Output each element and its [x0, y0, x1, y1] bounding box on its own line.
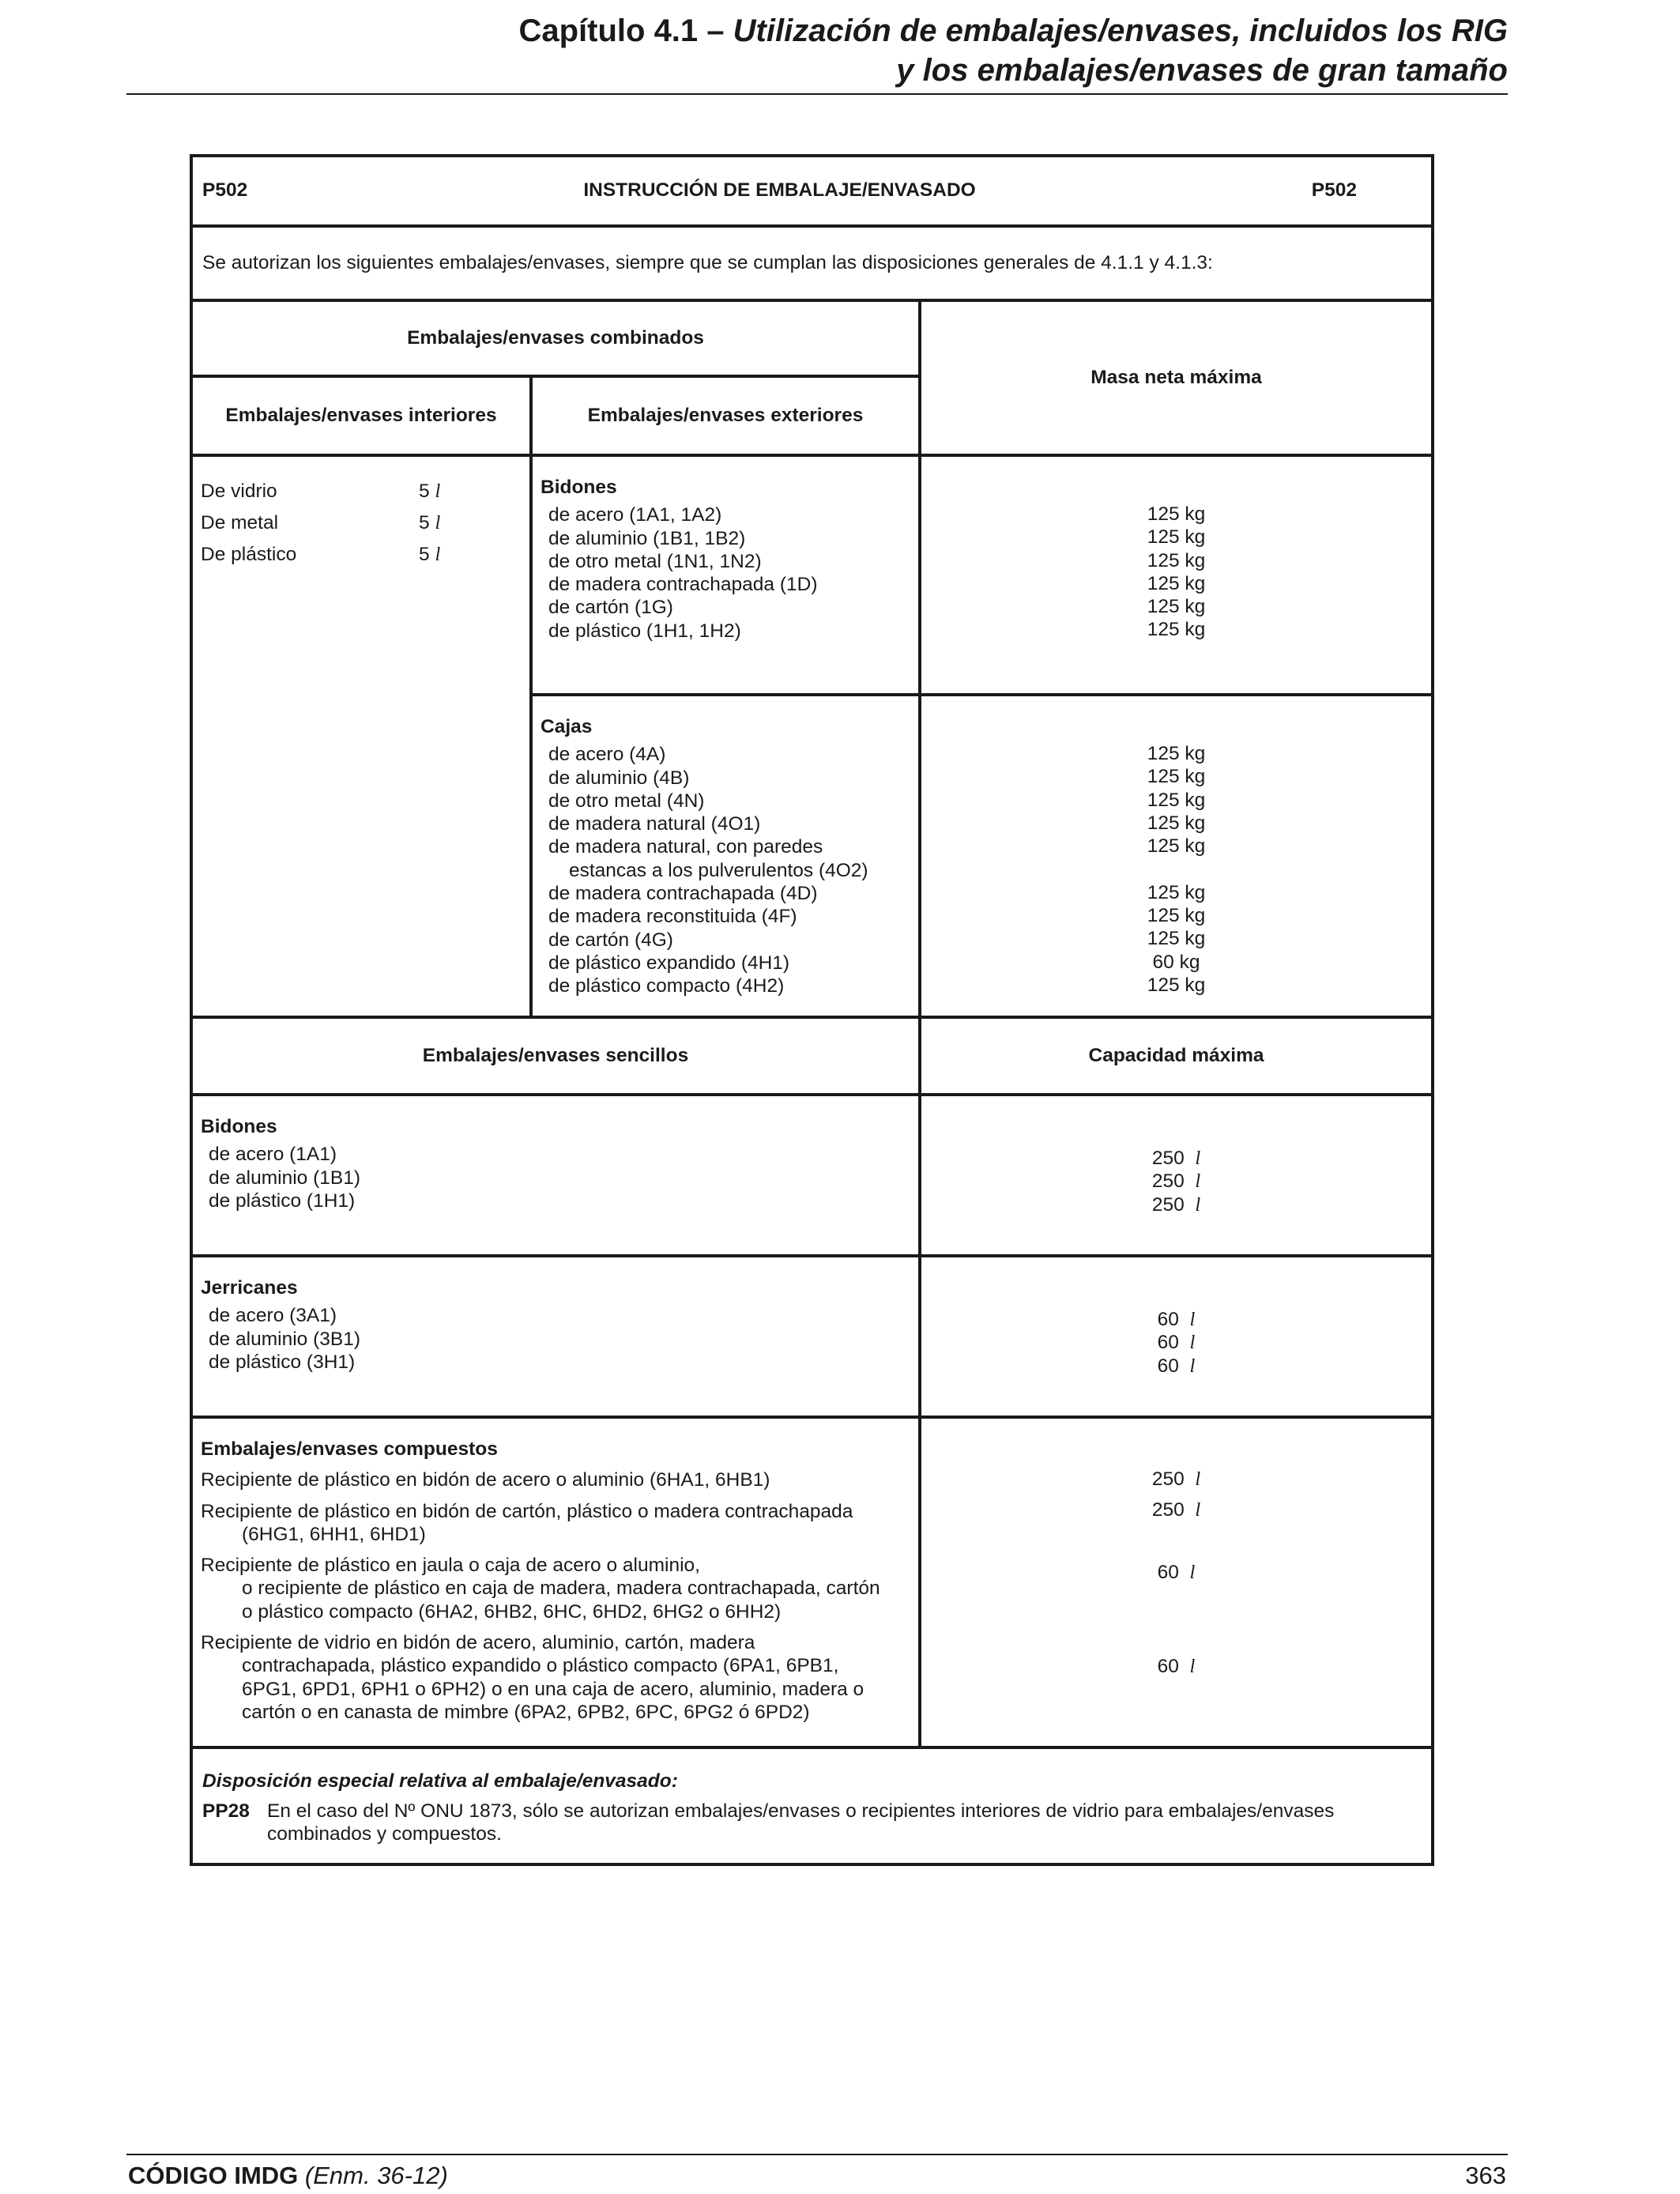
list-item: Recipiente de plástico en bidón de acero o aluminio (6HA1, 6HB1): [201, 1469, 770, 1491]
single-bidones-cell: [191, 1095, 920, 1256]
mass-value: 125 kg: [1147, 549, 1206, 571]
mass-heading: Masa neta máxima: [920, 300, 1433, 455]
mass-value: 125 kg: [1147, 596, 1206, 618]
combined-heading: Embalajes/envases combinados: [191, 300, 920, 376]
list-item: de plástico (1H1, 1H2): [548, 620, 741, 642]
single-jerricanes-capacity-cell: [920, 1256, 1433, 1417]
mass-value: 125 kg: [1147, 572, 1206, 594]
capacity-value: 60 l: [1157, 1655, 1196, 1677]
outer-bidones-cell: [531, 455, 920, 695]
list-item: de madera natural (4O1): [548, 813, 761, 835]
capacity-value: 250 l: [1151, 1148, 1201, 1169]
mass-value: 125 kg: [1147, 905, 1206, 927]
page-footer: [128, 2162, 1506, 2190]
instruction-intro: Se autorizan los siguientes embalajes/envases, siempre que se cumplan las disposiciones generales de 4.1.1 y 4.1.3:: [191, 226, 1433, 300]
single-heading: Embalajes/envases sencillos: [191, 1017, 920, 1095]
special-provision-heading: Disposición especial relativa al embalaje/envasado:: [202, 1770, 678, 1793]
inner-packagings-cell: [191, 455, 531, 1017]
mass-value: 125 kg: [1147, 928, 1206, 950]
mass-value: 125 kg: [1147, 503, 1206, 525]
list-item: de acero (1A1): [209, 1144, 337, 1166]
inner-heading: Embalajes/envases interiores: [191, 376, 531, 455]
mass-value: 125 kg: [1147, 812, 1206, 834]
list-item: de otro metal (1N1, 1N2): [548, 550, 762, 572]
list-item: Recipiente de vidrio en bidón de acero, aluminio, cartón, madera contrachapada, plástico expandido o plástico compacto (6PA1, 6PB1, 6PG1, 6PD1, 6PH1 o 6PH2) o en una caja de acero, aluminio, madera o cartón o en canasta de mimbre (6PA2, 6PB2, 6PC, 6PG2 ó 6PD2): [201, 1632, 864, 1723]
list-item: de plástico (3H1): [209, 1351, 356, 1373]
capacity-value: 250 l: [1151, 1171, 1201, 1193]
special-provision-cell: [191, 1747, 1433, 1864]
capacity-value: 60 l: [1157, 1309, 1196, 1330]
header-divider: [126, 93, 1508, 95]
list-item: de madera reconstituida (4F): [548, 906, 797, 928]
outer-group-label: Bidones: [541, 477, 617, 498]
capacity-value: 250 l: [1151, 1499, 1201, 1521]
list-item: de acero (3A1): [209, 1305, 337, 1327]
list-item: de otro metal (4N): [548, 790, 705, 812]
list-item: de aluminio (3B1): [209, 1328, 361, 1350]
packing-instruction-table: [190, 154, 1434, 1866]
outer-heading: Embalajes/envases exteriores: [531, 376, 920, 455]
list-item: de aluminio (4B): [548, 767, 690, 789]
inner-packaging-row: De vidrio 5 l: [201, 481, 441, 502]
chapter-title-part-2: y los embalajes/envases de gran tamaño: [896, 53, 1508, 88]
list-item: de madera contrachapada (1D): [548, 574, 818, 596]
list-item: Recipiente de plástico en jaula o caja de acero o aluminio, o recipiente de plástico en caja de madera, madera contrachapada, cartón o plástico compacto (6HA2, 6HB2, 6HC, 6HD2, 6HG2 o 6HH2): [201, 1555, 880, 1623]
inner-packaging-row: De metal 5 l: [201, 512, 441, 533]
mass-value: 125 kg: [1147, 789, 1206, 811]
mass-value: 125 kg: [1147, 766, 1206, 788]
bidones-mass-cell: [920, 455, 1433, 695]
mass-value: 125 kg: [1147, 835, 1206, 858]
capacity-value: 60 l: [1157, 1332, 1196, 1354]
capacity-value: 250 l: [1151, 1193, 1201, 1216]
single-jerricanes-cell: [191, 1256, 920, 1417]
single-group-label: Jerricanes: [201, 1277, 298, 1299]
cajas-mass-cell: [920, 695, 1433, 1017]
page-number: 363: [1465, 2162, 1506, 2189]
header-title-line-1: [126, 11, 1508, 51]
capacity-value: 60 l: [1157, 1561, 1196, 1583]
mass-value: 125 kg: [1147, 619, 1206, 641]
list-item: de plástico expandido (4H1): [548, 952, 790, 974]
composite-cell: [191, 1417, 920, 1747]
outer-group-label: Cajas: [541, 716, 593, 737]
single-bidones-capacity-cell: [920, 1095, 1433, 1256]
page-header: [126, 11, 1508, 90]
mass-value: [921, 858, 1431, 880]
footer-divider: [126, 2154, 1508, 2155]
footer-title: CÓDIGO IMDG (Enm. 36-12): [128, 2162, 448, 2189]
instruction-title-cell: [191, 156, 1433, 226]
special-provision-text: En el caso del Nº ONU 1873, sólo se autorizan embalajes/envases o recipientes interiores de vidrio para embalajes/envases combinados y compuestos.: [267, 1800, 1335, 1845]
capacity-value: 60 l: [1157, 1355, 1196, 1377]
capacity-heading: Capacidad máxima: [920, 1017, 1433, 1095]
list-item: de plástico (1H1): [209, 1189, 356, 1212]
special-provision-row: [202, 1800, 1422, 1846]
instruction-title: INSTRUCCIÓN DE EMBALAJE/ENVASADO: [583, 179, 976, 201]
list-item: de cartón (1G): [548, 597, 673, 619]
list-item: estancas a los pulverulentos (4O2): [569, 859, 868, 881]
mass-value: 125 kg: [1147, 881, 1206, 903]
capacity-value: 250 l: [1151, 1468, 1201, 1490]
list-item: de aluminio (1B1, 1B2): [548, 527, 746, 549]
mass-value: 125 kg: [1147, 743, 1206, 764]
instruction-code-left: P502: [202, 179, 248, 201]
chapter-title-part-1: Utilización de embalajes/envases, incluidos los RIG: [733, 13, 1508, 48]
mass-value: 125 kg: [1147, 974, 1206, 996]
instruction-code-right: P502: [1311, 179, 1358, 201]
chapter-label: Capítulo 4.1 –: [518, 13, 725, 48]
single-group-label: Bidones: [201, 1116, 277, 1137]
list-item: de cartón (4G): [548, 929, 673, 951]
list-item: de madera contrachapada (4D): [548, 883, 818, 905]
outer-cajas-cell: [531, 695, 920, 1017]
list-item: de aluminio (1B1): [209, 1167, 361, 1189]
special-provision-code: PP28: [202, 1800, 250, 1822]
composite-heading: Embalajes/envases compuestos: [201, 1438, 498, 1460]
mass-value: 125 kg: [1147, 526, 1206, 548]
list-item: de plástico compacto (4H2): [548, 975, 785, 997]
list-item: de madera natural, con paredes: [548, 836, 823, 858]
inner-packaging-row: De plástico 5 l: [201, 544, 441, 565]
list-item: Recipiente de plástico en bidón de cartón, plástico o madera contrachapada (6HG1, 6HH1, 6HD1): [201, 1500, 853, 1545]
composite-capacity-cell: [920, 1417, 1433, 1747]
list-item: de acero (4A): [548, 744, 666, 766]
mass-value: 60 kg: [1152, 951, 1200, 973]
list-item: de acero (1A1, 1A2): [548, 504, 722, 526]
